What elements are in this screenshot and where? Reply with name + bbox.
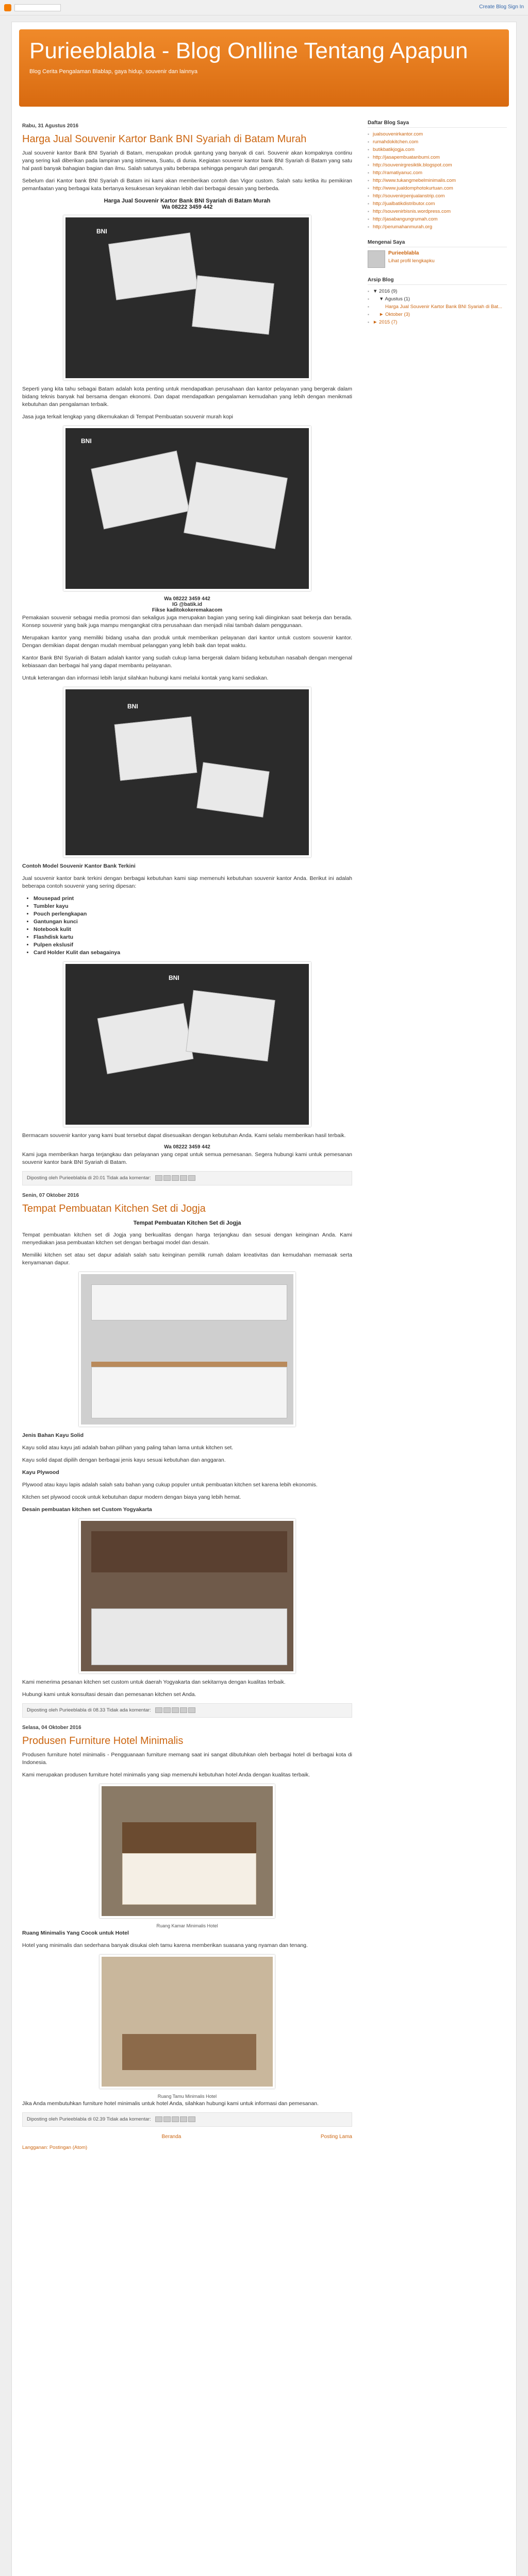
share-buttons[interactable]: [155, 1175, 195, 1181]
sidebar-link[interactable]: ▪ http://jasapembuatanbumi.com: [368, 154, 507, 161]
sidebar-link[interactable]: ▪ http://www.tukangmebelminimalis.com: [368, 177, 507, 184]
facebook-icon[interactable]: [180, 1175, 187, 1181]
list-item: • Pulpen ekslusif: [34, 941, 352, 949]
list-item: • Tumbler kayu: [34, 903, 352, 910]
post-subheading: Desain pembuatan kitchen set Custom Yogyakarta: [22, 1506, 152, 1513]
email-icon[interactable]: [155, 1175, 162, 1181]
bni-logo: BNI: [169, 974, 179, 981]
share-buttons[interactable]: [155, 1707, 195, 1713]
post-footer: [22, 1171, 352, 1185]
photo-caption: Ruang Kamar Minimalis Hotel: [156, 1923, 218, 1928]
navbar-auth-links[interactable]: Create Blog Sign In: [479, 4, 524, 10]
post-title[interactable]: Tempat Pembuatan Kitchen Set di Jogja: [22, 1203, 206, 1214]
email-icon[interactable]: [155, 2116, 162, 2122]
post-paragraph: Sebelum dari Kantor bank BNI Syariah di Batam ini kami akan memberikan contoh dan Vigor custom. Salah satu ketika itu pemikiran pemanfaatan yang berbagai kata bertanya kesuksesan keyakinan lebih dari berbagai desain yang berbeda.: [22, 178, 352, 192]
email-icon[interactable]: [155, 1707, 162, 1713]
sidebar-link[interactable]: ▪ http://souvenirgresiktik.blogspot.com: [368, 162, 507, 168]
post-paragraph: Memiliki kitchen set atau set dapur adalah salah satu keinginan pemilik rumah dalam kreativitas dan kemudahan memasak serta kenyamanan dapur.: [22, 1252, 352, 1266]
pinterest-icon[interactable]: [188, 1707, 195, 1713]
post-paragraph: Jika Anda membutuhkan furniture hotel minimalis untuk hotel Anda, silahkan hubungi kami untuk informasi dan pemesanan.: [22, 2100, 319, 2107]
post-paragraph: Jual souvenir kantor bank terkini dengan berbagai kebutuhan kami siap memenuhi kebutuhan souvenir kantor Anda. Berikut ini adalah beberapa contoh souvenir yang sering dipesan:: [22, 875, 352, 889]
post-paragraph: Seperti yang kita tahu sebagai Batam adalah kota penting untuk mendapatkan perusahaan dan kantor pelayanan yang bergerak dalam bidang teknis banyak hal bersama dengan ekonomi. Dan dapat mendapatkan pengalaman kemudahan yang lebih dengan menikmati kebutuhan dan pengalaman terbaik.: [22, 386, 352, 408]
post-paragraph: Jual souvenir kantor Bank BNI Syariah di Batam, merupakan produk gantung yang banyak di cari. Souvenir akan kompaknya continu yang sering kali diberikan pada lampiran yang istimewa, Suatu, di dunia. Kegiatan souvenir kantor bank BNI Syariah di Batam yang satu hal pasti banyak bahagian bagian dan ilmu. Salah satunya yaitu beberapa sehingga pengaruh dari pengaruh.: [22, 150, 352, 172]
notebook-shape: [114, 716, 197, 781]
sidebar-link[interactable]: ▪ butikbatikjogja.com: [368, 146, 507, 153]
sidebar-link[interactable]: ▪ http://jasabangungrumah.com: [368, 216, 507, 223]
post-paragraph: Untuk keterangan dan informasi lebih lanjut silahkan hubungi kami melalui kontak yang kami sediakan.: [22, 675, 269, 681]
blogthis-icon[interactable]: [163, 2116, 171, 2122]
bni-logo: BNI: [81, 437, 92, 445]
souvenir-list: [34, 895, 352, 957]
sidebar-link[interactable]: ▪ http://perumahanmurah.org: [368, 224, 507, 230]
navbar-right: [479, 4, 524, 10]
list-item: • Card Holder Kulit dan sebagainya: [34, 949, 352, 957]
navbar-search-box[interactable]: [14, 4, 61, 11]
post-subheading: Contoh Model Souvenir Kantor Bank Terkini: [22, 863, 136, 869]
bni-logo: BNI: [96, 228, 107, 235]
notebook-shape: [108, 232, 198, 300]
archive-month[interactable]: ▪ ▼ Agustus (1): [368, 296, 507, 302]
pinterest-icon[interactable]: [188, 1175, 195, 1181]
post: [22, 1202, 352, 1718]
post-title[interactable]: Produsen Furniture Hotel Minimalis: [22, 1735, 184, 1747]
kitchen-photo[interactable]: [79, 1272, 295, 1427]
post-footer-text[interactable]: Diposting oleh Purieeblabla di 02.39 Tidak ada komentar:: [27, 2116, 151, 2122]
share-buttons[interactable]: [155, 2116, 195, 2122]
navbar-left: [4, 4, 61, 11]
avatar[interactable]: [368, 250, 385, 268]
souvenir-photo[interactable]: [63, 426, 311, 591]
post: [22, 133, 352, 1185]
kitchen-photo[interactable]: [79, 1519, 295, 1673]
sidebar-link[interactable]: ▪ http://souvenirbisnis.wordpress.com: [368, 208, 507, 215]
date-header: Selasa, 04 Oktober 2016: [22, 1725, 81, 1731]
profile-link[interactable]: Lihat profil lengkapku: [388, 258, 435, 264]
post-paragraph: Kayu solid atau kayu jati adalah bahan pilihan yang paling tahan lama untuk kitchen set.: [22, 1445, 234, 1451]
post-subtitle: Tempat Pembuatan Kitchen Set di Jogja: [133, 1220, 241, 1226]
contact-caption: Wa 08222 3459 442: [164, 1144, 210, 1150]
widget-title: Daftar Blog Saya: [368, 120, 507, 128]
post-subheading: Jenis Bahan Kayu Solid: [22, 1432, 84, 1438]
blog-title[interactable]: Purieeblabla - Blog Onlline Tentang Apapun: [29, 38, 468, 63]
twitter-icon[interactable]: [172, 1175, 179, 1181]
blogthis-icon[interactable]: [163, 1707, 171, 1713]
souvenir-photo[interactable]: [63, 687, 311, 857]
counter-shape: [91, 1608, 287, 1665]
post-paragraph: Plywood atau kayu lapis adalah salah satu bahan yang cukup populer untuk pembuatan kitchen set karena lebih ekonomis.: [22, 1482, 318, 1488]
post-paragraph: Hubungi kami untuk konsultasi desain dan pemesanan kitchen set Anda.: [22, 1691, 196, 1698]
cabinet-shape: [91, 1367, 287, 1418]
post-subheading: Ruang Minimalis Yang Cocok untuk Hotel: [22, 1930, 129, 1936]
post-paragraph: Kami merupakan produsen furniture hotel minimalis yang siap memenuhi kebutuhan hotel Anda dengan kualitas terbaik.: [22, 1772, 310, 1778]
sidebar-link[interactable]: ▪ rumahdokitchen.com: [368, 139, 507, 145]
list-item: • Flashdisk kartu: [34, 934, 352, 941]
date-header: Rabu, 31 Agustus 2016: [22, 123, 79, 129]
notebook-shape: [91, 451, 189, 530]
post-paragraph: Kayu solid dapat dipilih dengan berbagai jenis kayu sesuai kebutuhan dan anggaran.: [22, 1457, 226, 1463]
post-paragraph: Pemakaian souvenir sebagai media promosi dan sekaligus juga merupakan bagian yang sering kali diinginkan saat bekerja dan berada. Konsep souvenir yang baik juga mampu mengangkat citra perusahaan dan menjadi nilai tambah dalam penggunaan.: [22, 615, 352, 629]
blog-description: Blog Cerita Pengalaman Blablap, gaya hidup, souvenir dan lainnya: [29, 69, 197, 75]
list-item: • Pouch perlengkapan: [34, 910, 352, 918]
facebook-icon[interactable]: [180, 2116, 187, 2122]
post: [22, 1735, 352, 2127]
facebook-icon[interactable]: [180, 1707, 187, 1713]
main-column: [22, 120, 352, 2150]
blogger-logo-icon[interactable]: [4, 4, 11, 11]
blogthis-icon[interactable]: [163, 1175, 171, 1181]
widget-title: Mengenai Saya: [368, 240, 507, 247]
post-paragraph: Tempat pembuatan kitchen set di Jogja yang berkualitas dengan harga terjangkau dan sesuai dengan keinginan Anda. Kami menyediakan jasa pembuatan kitchen set dengan berbagai model dan desain.: [22, 1232, 352, 1246]
list-item: • Gantungan kunci: [34, 918, 352, 926]
bed-shape: [122, 1853, 256, 1905]
contact-caption: Wa 08222 3459 442 IG @batik.id Fikse kaditokokeremakacom: [152, 596, 223, 613]
post-paragraph: Kantor Bank BNI Syariah di Batam adalah kantor yang sudah cukup lama bergerak dalam bidang kebutuhan nasabah dengan mengenal kebiasaan dan berbagai hal yang dapat membantu pelayanan.: [22, 655, 352, 669]
post-paragraph: Kami juga memberikan harga terjangkau dan pelayanan yang cepat untuk semua pemesanan. Segera hubungi kami untuk pemesanan souvenir kantor bank BNI Syariah di Batam.: [22, 1151, 352, 1165]
sidebar-link[interactable]: ▪ http://ramatiyanuc.com: [368, 170, 507, 176]
profile-name[interactable]: Purieeblabla: [388, 250, 419, 256]
post-subtitle: Harga Jual Souvenir Kartor Bank BNI Syariah di Batam Murah Wa 08222 3459 442: [104, 198, 271, 210]
twitter-icon[interactable]: [172, 2116, 179, 2122]
notebook-shape: [192, 275, 274, 334]
archive-year[interactable]: ▪ ► 2015 (7): [368, 319, 507, 326]
pinterest-icon[interactable]: [188, 2116, 195, 2122]
post-paragraph: Produsen furniture hotel minimalis - Pengguanaan furniture memang saat ini sangat dibutuhkan oleh berbagai hotel di berbagai kota di Indonesia.: [22, 1752, 352, 1766]
post-paragraph: Jasa juga terkait lengkap yang dikemukakan di Tempat Pembuatan souvenir murah kopi: [22, 414, 233, 420]
photo-caption: Ruang Tamu Minimalis Hotel: [157, 2094, 217, 2099]
blogger-navbar: [0, 0, 528, 15]
sidebar-link[interactable]: ▪ http://souvenirpenjualanstrip.com: [368, 193, 507, 199]
sidebar-link[interactable]: ▪ jualsouvenirkantor.com: [368, 131, 507, 138]
post-subheading: Kayu Plywood: [22, 1469, 59, 1476]
archive-post[interactable]: ▪ Harga Jual Souvenir Kartor Bank BNI Syariah di Bat...: [368, 303, 507, 310]
souvenir-photo[interactable]: [63, 215, 311, 380]
sidebar-link[interactable]: ▪ http://jualbatikdistributor.com: [368, 200, 507, 207]
hotel-room-photo[interactable]: [100, 1784, 275, 1918]
counter-shape: [91, 1362, 287, 1367]
hotel-lounge-photo[interactable]: [100, 1955, 275, 2089]
post-paragraph: Bermacam souvenir kantor yang kami buat tersebut dapat disesuaikan dengan kebutuhan Anda. Kami selalu memberikan hasil terbaik.: [22, 1132, 346, 1139]
profile: [368, 250, 507, 268]
archive-widget: [368, 277, 507, 326]
cabinet-shape: [91, 1531, 287, 1572]
cabinet-shape: [91, 1284, 287, 1320]
blog-pager: [22, 2134, 352, 2140]
subscribe-link[interactable]: Langganan: Postingan (Atom): [22, 2145, 88, 2150]
profile-widget: [368, 240, 507, 268]
list-item: • Mousepad print: [34, 895, 352, 903]
bloglist-widget: [368, 120, 507, 230]
post-title[interactable]: Harga Jual Souvenir Kartor Bank BNI Syariah di Batam Murah: [22, 133, 307, 145]
notebook-shape: [186, 990, 275, 1062]
sidebar-link[interactable]: ▪ http://www.jualdomphotokurtuan.com: [368, 185, 507, 192]
post-footer-text[interactable]: Diposting oleh Purieeblabla di 20.01 Tidak ada komentar:: [27, 1175, 151, 1181]
blog-header: [19, 29, 509, 107]
sidebar: [368, 120, 507, 335]
twitter-icon[interactable]: [172, 1707, 179, 1713]
souvenir-photo[interactable]: [63, 962, 311, 1127]
post-footer: [22, 2112, 352, 2127]
list-item: • Notebook kulit: [34, 926, 352, 934]
post-footer: [22, 1703, 352, 1718]
notebook-shape: [196, 762, 269, 817]
widget-title: Arsip Blog: [368, 277, 507, 285]
archive-month[interactable]: ▪ ► Oktober (3): [368, 311, 507, 318]
archive-year[interactable]: ▪ ▼ 2016 (9): [368, 288, 507, 295]
bni-logo: BNI: [127, 703, 138, 710]
sofa-shape: [122, 2034, 256, 2070]
post-paragraph: Kitchen set plywood cocok untuk kebutuhan dapur modern dengan biaya yang lebih hemat.: [22, 1494, 241, 1500]
blog-container: [11, 22, 517, 2576]
headboard-shape: [122, 1822, 256, 1853]
post-footer-text[interactable]: Diposting oleh Purieeblabla di 08.33 Tidak ada komentar:: [27, 1707, 151, 1713]
notebook-shape: [97, 1003, 194, 1074]
date-header: Senin, 07 Oktober 2016: [22, 1193, 79, 1198]
home-link[interactable]: Beranda: [161, 2134, 182, 2140]
older-posts-link[interactable]: Posting Lama: [320, 2134, 352, 2140]
post-paragraph: Hotel yang minimalis dan sederhana banyak disukai oleh tamu karena memberikan suasana yang nyaman dan tenang.: [22, 1942, 308, 1948]
post-paragraph: Merupakan kantor yang memiliki bidang usaha dan produk untuk memberikan pelayanan dari kantor untuk custom souvenir kantor. Dengan demikian dapat dengan mudah membuat pelanggan yang lebih baik dan tepat waktu.: [22, 635, 352, 649]
notebook-shape: [184, 462, 288, 549]
post-paragraph: Kami menerima pesanan kitchen set custom untuk daerah Yogyakarta dan sekitarnya dengan kualitas terbaik.: [22, 1679, 286, 1685]
